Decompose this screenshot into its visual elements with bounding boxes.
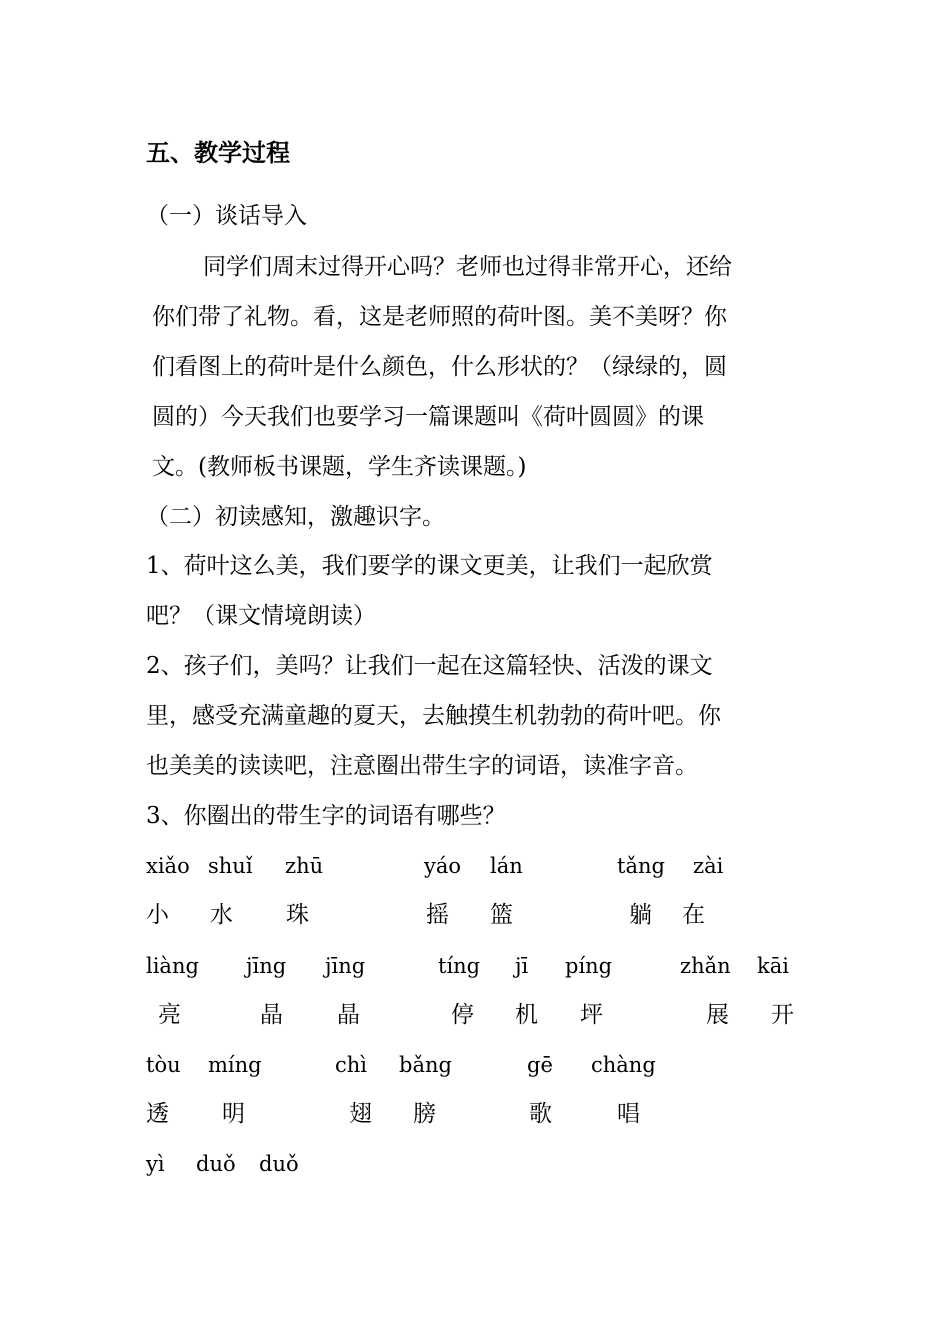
item-1-line-1: 1、荷叶这么美，我们要学的课文更美，让我们一起欣赏 bbox=[146, 553, 713, 579]
pinyin: lán bbox=[490, 854, 523, 878]
hanzi: 躺 bbox=[629, 902, 652, 928]
pinyin: jīng bbox=[325, 954, 366, 978]
pinyin: tǎng bbox=[617, 854, 665, 878]
hanzi: 展 bbox=[706, 1002, 729, 1028]
hanzi: 晶 bbox=[260, 1002, 283, 1028]
paragraph-1-line-3: 们看图上的荷叶是什么颜色，什么形状的？（绿绿的，圆 bbox=[152, 354, 727, 380]
pinyin: duǒ bbox=[259, 1152, 299, 1176]
pinyin: píng bbox=[565, 954, 613, 978]
hanzi: 坪 bbox=[580, 1002, 603, 1028]
section-title: 五、教学过程 bbox=[146, 138, 290, 167]
pinyin: gē bbox=[527, 1053, 553, 1077]
pinyin: jī bbox=[515, 954, 529, 978]
pinyin: zhū bbox=[285, 854, 324, 878]
pinyin: chàng bbox=[591, 1053, 656, 1077]
hanzi: 篮 bbox=[490, 902, 513, 928]
paragraph-1-line-4: 圆的）今天我们也要学习一篇课题叫《荷叶圆圆》的课 bbox=[152, 404, 704, 430]
hanzi: 水 bbox=[210, 902, 233, 928]
item-3: 3、你圈出的带生字的词语有哪些？ bbox=[146, 803, 506, 829]
hanzi: 膀 bbox=[413, 1101, 436, 1127]
paragraph-1-line-1: 同学们周末过得开心吗？老师也过得非常开心，还给 bbox=[203, 254, 732, 280]
pinyin: liàng bbox=[146, 954, 199, 978]
pinyin: tòu bbox=[146, 1053, 181, 1077]
pinyin: tíng bbox=[438, 954, 481, 978]
hanzi: 明 bbox=[222, 1101, 245, 1127]
hanzi: 小 bbox=[146, 902, 169, 928]
pinyin: kāi bbox=[757, 954, 789, 978]
hanzi: 歌 bbox=[529, 1101, 552, 1127]
hanzi: 晶 bbox=[337, 1002, 360, 1028]
pinyin: míng bbox=[208, 1053, 262, 1077]
pinyin: shuǐ bbox=[208, 854, 253, 878]
hanzi: 停 bbox=[451, 1002, 474, 1028]
pinyin: duǒ bbox=[196, 1152, 236, 1176]
subsection-heading-2: （二）初读感知，激趣识字。 bbox=[146, 504, 445, 530]
item-1-line-2: 吧？（课文情境朗读） bbox=[146, 603, 376, 629]
hanzi: 透 bbox=[146, 1101, 169, 1127]
hanzi: 摇 bbox=[426, 902, 449, 928]
paragraph-1-line-2: 你们带了礼物。看，这是老师照的荷叶图。美不美呀？你 bbox=[152, 304, 727, 330]
pinyin: bǎng bbox=[399, 1053, 452, 1077]
hanzi: 珠 bbox=[286, 902, 309, 928]
pinyin: yáo bbox=[424, 854, 462, 878]
item-2-line-2: 里，感受充满童趣的夏天，去触摸生机勃勃的荷叶吧。你 bbox=[146, 703, 721, 729]
pinyin: chì bbox=[335, 1053, 368, 1077]
hanzi: 翅 bbox=[349, 1101, 372, 1127]
pinyin: jīng bbox=[246, 954, 287, 978]
subsection-heading-1: （一）谈话导入 bbox=[146, 203, 307, 229]
pinyin: yì bbox=[146, 1152, 165, 1176]
pinyin: zhǎn bbox=[680, 954, 731, 978]
hanzi: 开 bbox=[771, 1002, 794, 1028]
item-2-line-1: 2、孩子们，美吗？让我们一起在这篇轻快、活泼的课文 bbox=[146, 653, 713, 679]
pinyin: xiǎo bbox=[146, 854, 190, 878]
hanzi: 亮 bbox=[158, 1002, 181, 1028]
hanzi: 在 bbox=[682, 902, 705, 928]
item-2-line-3: 也美美的读读吧，注意圈出带生字的词语，读准字音。 bbox=[146, 753, 698, 779]
paragraph-1-line-5: 文。(教师板书课题，学生齐读课题。) bbox=[152, 454, 527, 480]
pinyin: zài bbox=[693, 854, 724, 878]
hanzi: 机 bbox=[515, 1002, 538, 1028]
hanzi: 唱 bbox=[617, 1101, 640, 1127]
